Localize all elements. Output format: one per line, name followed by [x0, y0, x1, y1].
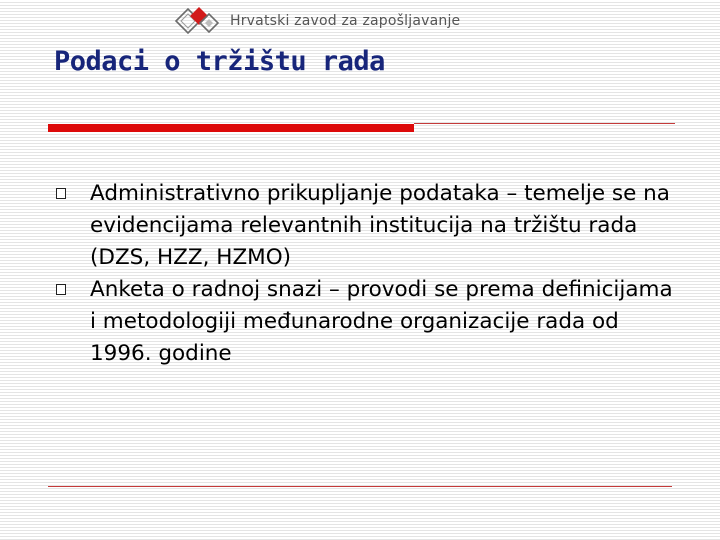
bullet-item [56, 178, 676, 274]
organization-name: Hrvatski zavod za zapošljavanje [230, 13, 461, 29]
hollow-square-bullet-icon [56, 188, 66, 199]
header [172, 4, 460, 38]
hzz-logo-icon [172, 5, 226, 37]
footer-rule [48, 486, 672, 487]
slide-title: Podaci o tržištu rada [54, 46, 385, 77]
slide-content [56, 178, 676, 370]
title-underline-thin [414, 123, 675, 124]
bullet-item [56, 274, 676, 370]
title-underline-thick [48, 124, 414, 132]
hollow-square-bullet-icon [56, 284, 66, 295]
bullet-text: Anketa o radnoj snazi – provodi se prema definicijama i metodologiji međunarodne organizacije rada od 1996. godine [90, 277, 673, 366]
bullet-text: Administrativno prikupljanje podataka – temelje se na evidencijama relevantnih institucija na tržištu rada (DZS, HZZ, HZMO) [90, 181, 670, 270]
